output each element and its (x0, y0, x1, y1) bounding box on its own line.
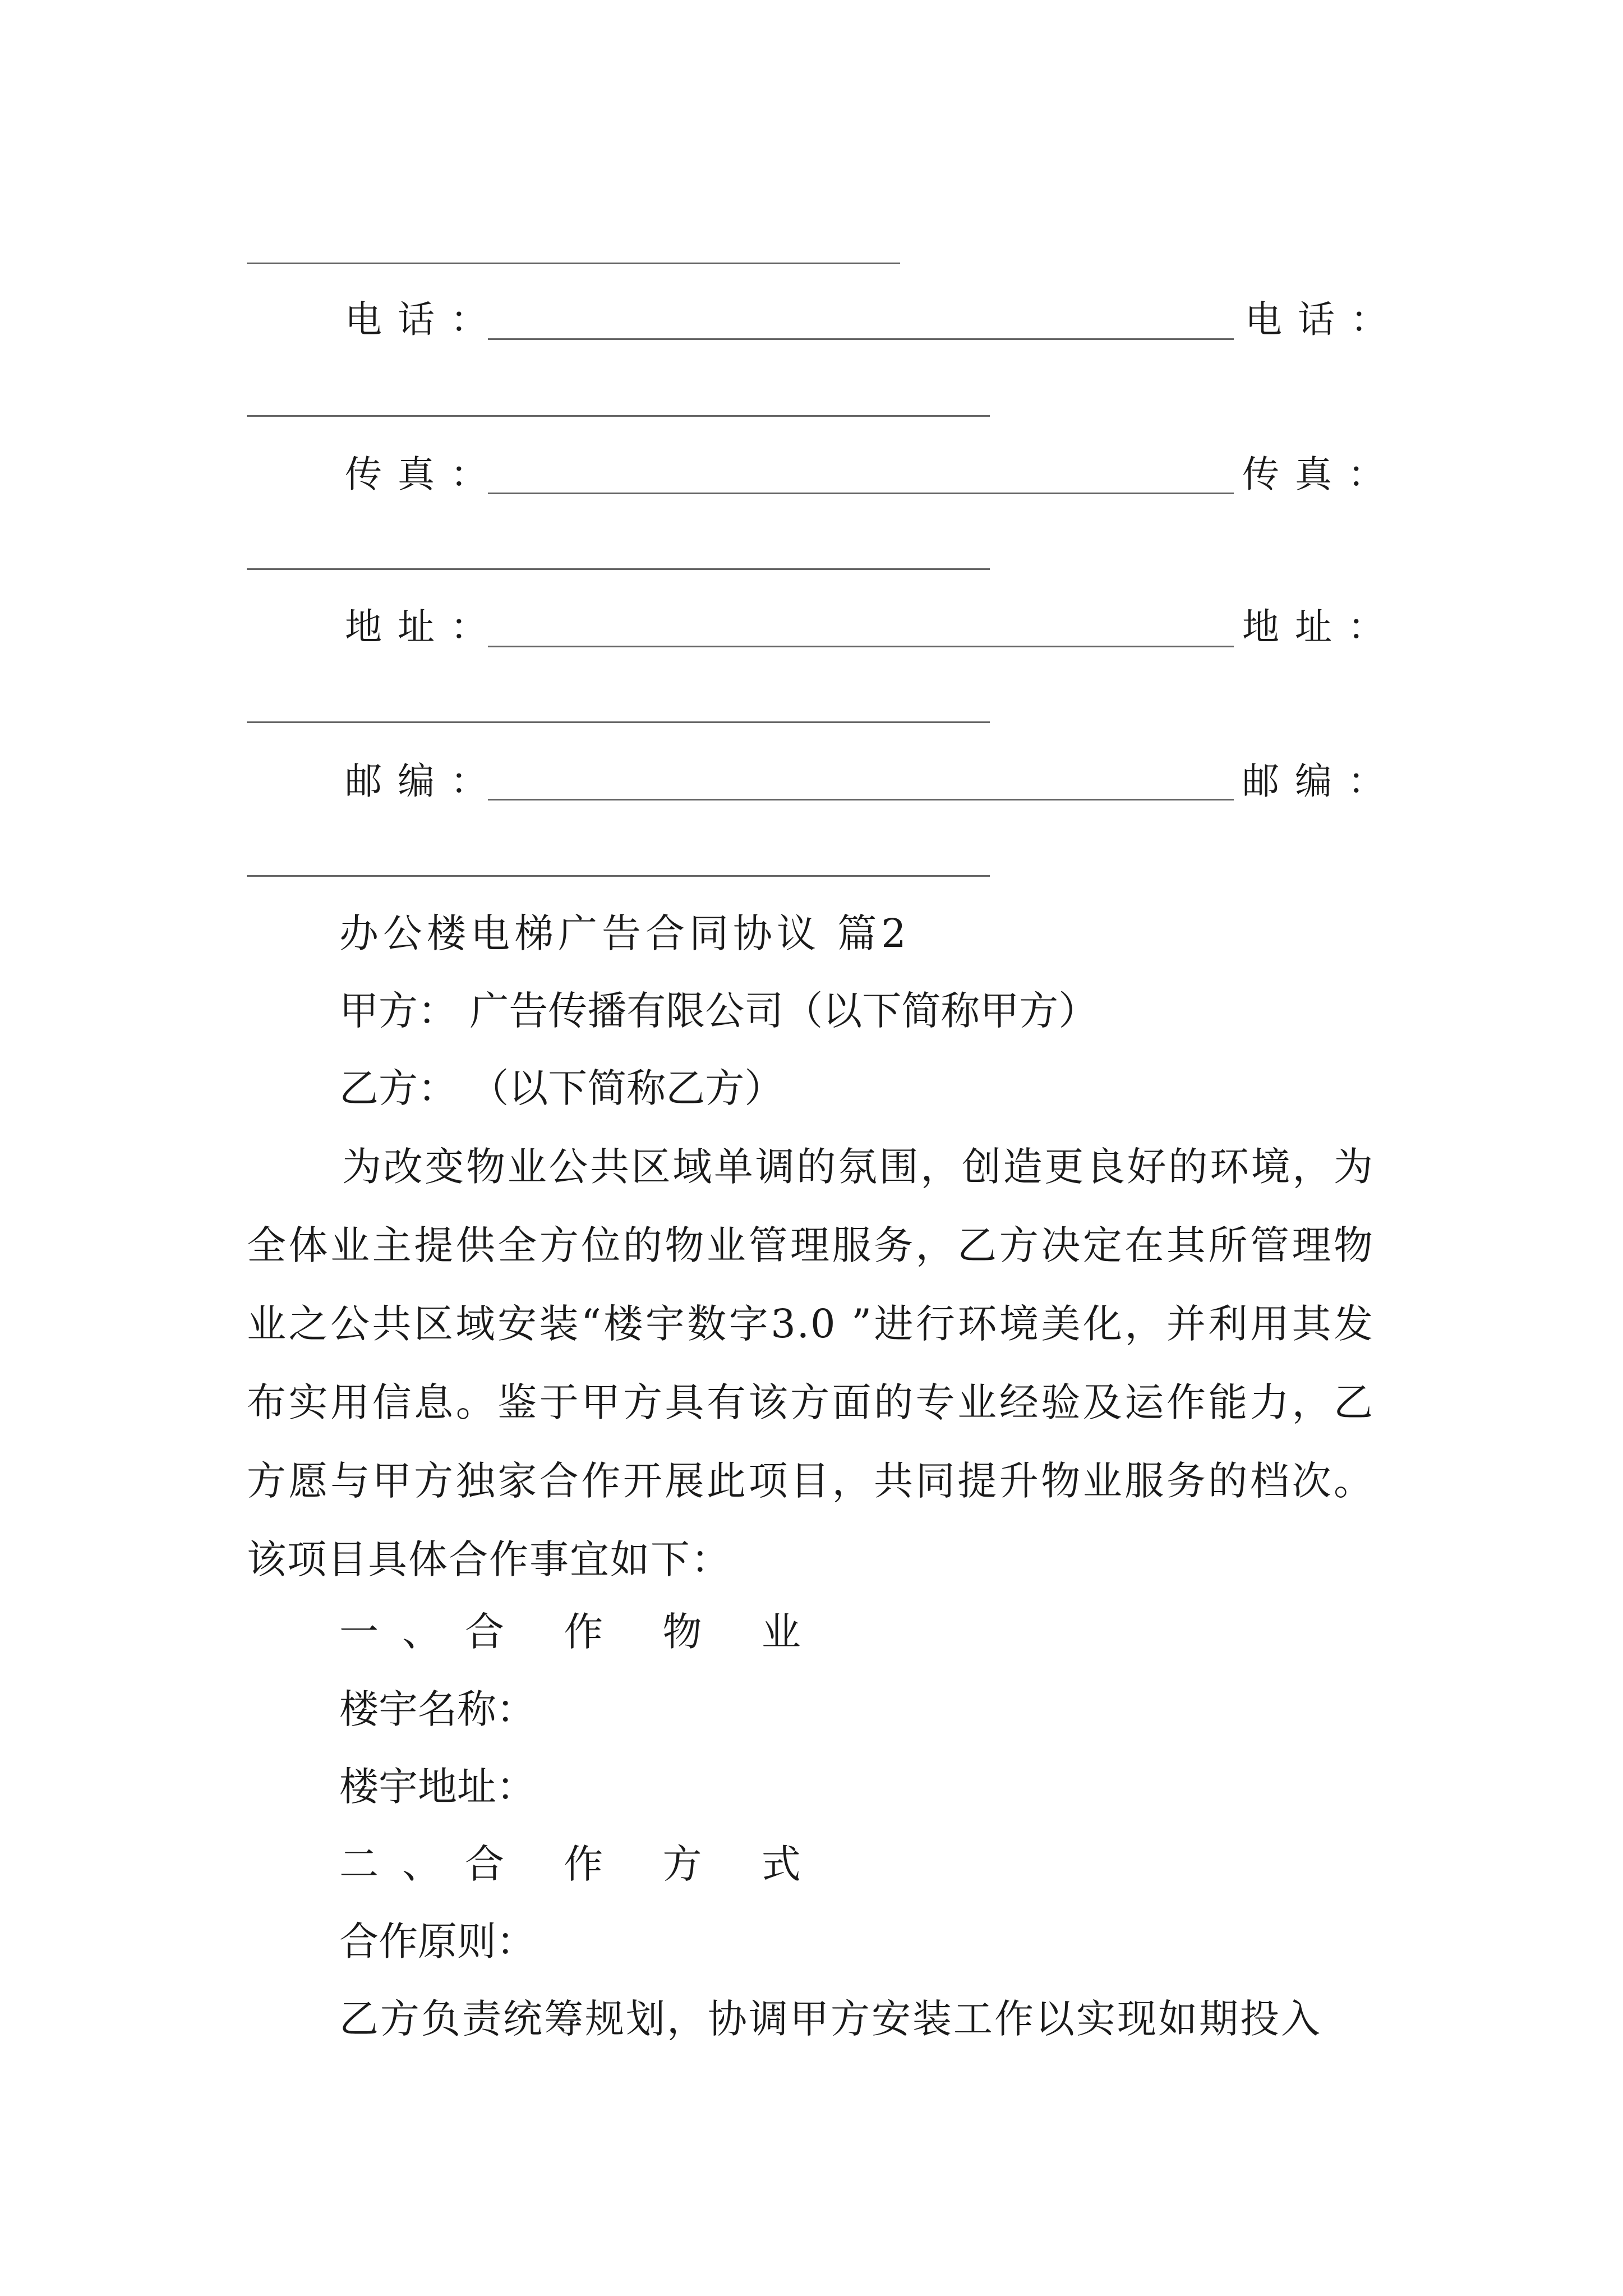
fill-in-line (488, 338, 1234, 340)
fax-label-right: 传真： (1242, 453, 1400, 496)
postcode-label-left: 邮编： (345, 760, 503, 803)
party-b-line: 乙方： （以下简称乙方） (339, 1065, 784, 1111)
section-2-heading: 二、合 作 方 式 (339, 1841, 824, 1887)
fill-in-line (247, 568, 990, 570)
fill-in-line (488, 646, 1234, 647)
body-last-line: 乙方负责统筹规划，协调甲方安装工作以实现如期投入 (339, 1996, 1322, 2042)
contract-title: 办公楼电梯广告合同协议 篇2 (339, 910, 911, 956)
address-label-right: 地址： (1242, 605, 1400, 648)
address-label-left: 地址： (345, 605, 503, 648)
postcode-label-right: 邮编： (1242, 760, 1400, 803)
principle-line: 合作原则： (339, 1918, 536, 1964)
fill-in-line (247, 875, 990, 877)
building-name-line: 楼宇名称： (339, 1686, 536, 1732)
intro-paragraph: 为改变物业公共区域单调的氛围，创造更良好的环境，为全体业主提供全方位的物业管理服务，乙方决定在其所管理物业之公共区域安装“楼宇数字3.0 ”进行环境美化，并利用其发布实用信息。鉴于甲方具有该方面的专业经验及运作能力，乙方愿与甲方独家合作开展此项目，共同提升物业服务的档次。该项目具体合作事宜如下： (247, 1144, 1374, 1582)
fill-in-line (488, 493, 1234, 494)
phone-label-right: 电话： (1245, 298, 1403, 341)
section-1-heading: 一、合 作 物 业 (339, 1609, 824, 1655)
fax-label-left: 传真： (345, 453, 503, 496)
fill-in-line (247, 721, 990, 723)
fill-in-line (247, 415, 990, 417)
party-a-line: 甲方： 广告传播有限公司（以下简称甲方） (339, 988, 1098, 1034)
phone-label-left: 电话： (345, 298, 503, 341)
fill-in-line (488, 799, 1234, 800)
fill-in-line (247, 263, 900, 264)
building-address-line: 楼宇地址： (339, 1764, 536, 1810)
